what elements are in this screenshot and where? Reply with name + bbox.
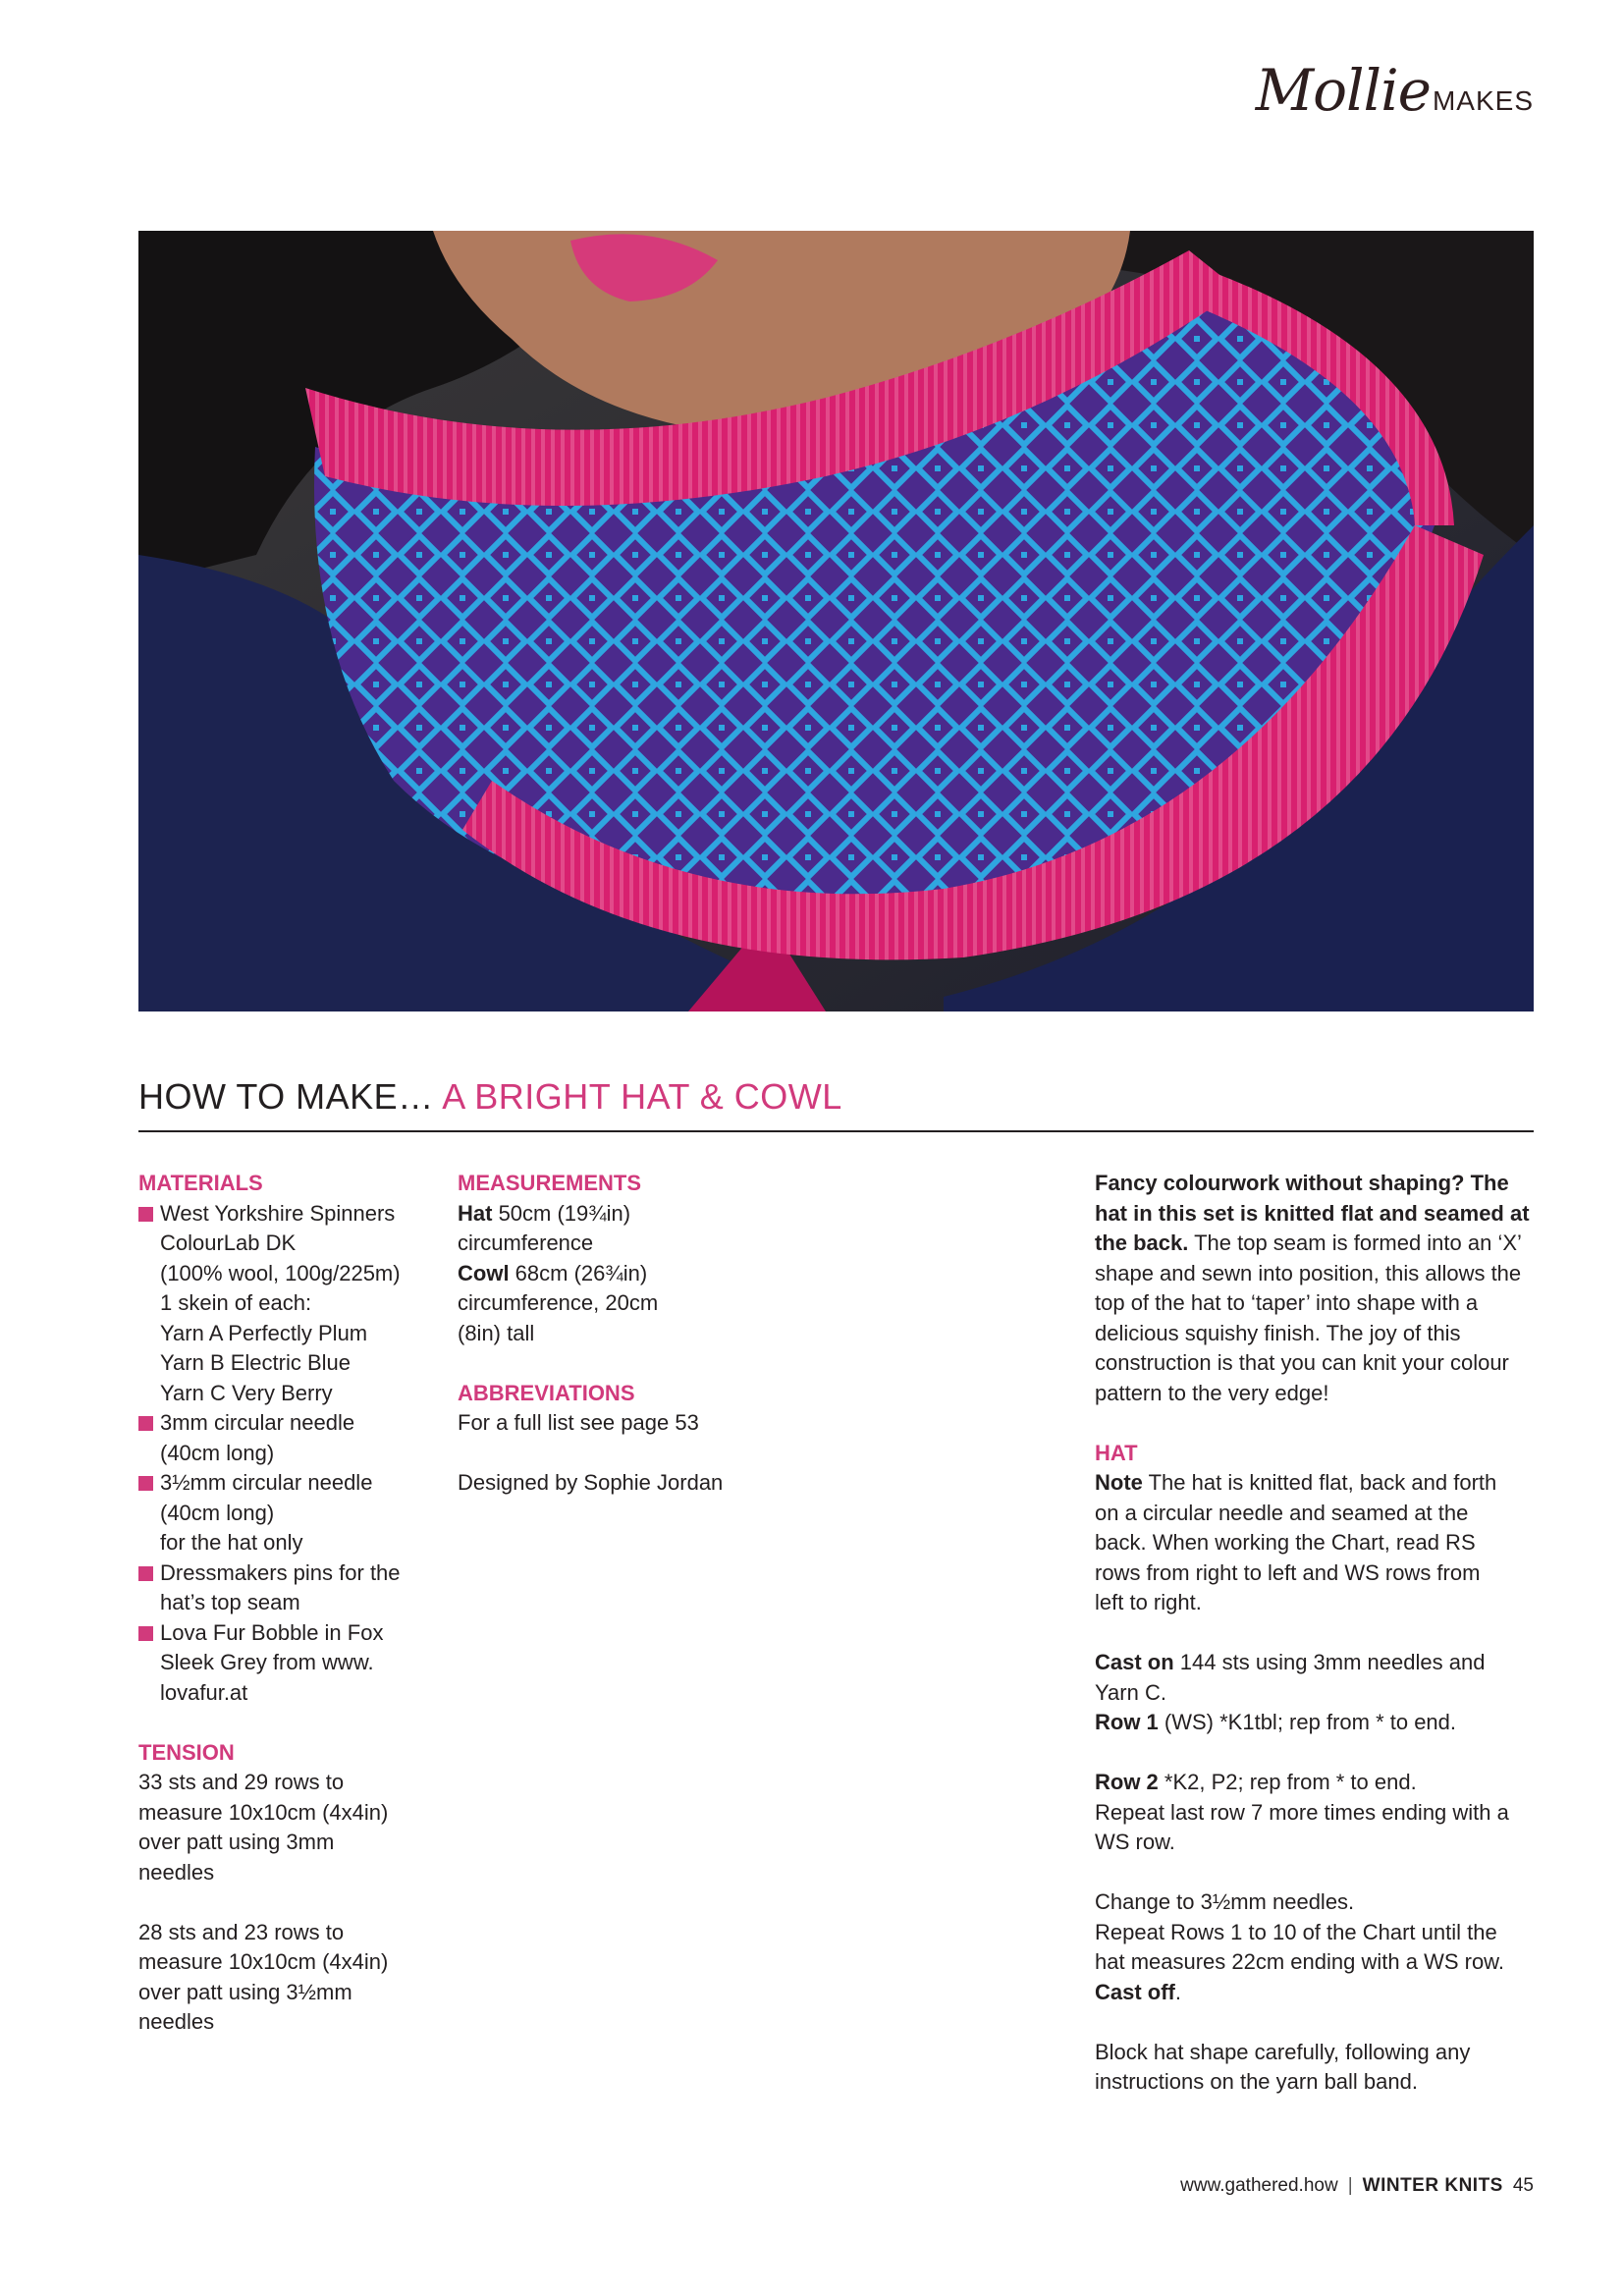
hat-measurement: Hat 50cm (19¾in) bbox=[458, 1200, 631, 1226]
footer-title: WINTER KNITS bbox=[1362, 2175, 1503, 2196]
material-item: Dressmakers pins for the hat’s top seam bbox=[138, 1558, 433, 1618]
brand-logo bbox=[1256, 57, 1534, 124]
bullet-square-icon bbox=[138, 1626, 153, 1641]
designer-credit: Designed by Sophie Jordan bbox=[458, 1470, 724, 1495]
hat-heading: HAT bbox=[1095, 1440, 1138, 1465]
materials-heading: MATERIALS bbox=[138, 1171, 263, 1195]
hero-photo bbox=[138, 231, 1534, 1011]
headline-prefix: HOW TO MAKE… bbox=[138, 1076, 434, 1117]
bullet-square-icon bbox=[138, 1416, 153, 1431]
measurements-heading: MEASUREMENTS bbox=[458, 1171, 642, 1195]
footer-separator: | bbox=[1347, 2175, 1353, 2196]
headline-title: A BRIGHT HAT & COWL bbox=[442, 1076, 842, 1117]
brand-word: MAKES bbox=[1432, 85, 1534, 116]
intro-paragraph: Fancy colourwork without shaping? The hat in this set is knitted flat and seamed at the back. The top seam is formed into an ‘X’ shape and sewn into position, this allows the top of the hat to ‘taper’ into shape with a delicious squishy finish. The joy of this construction is that you can knit your colour pattern to the very edge! bbox=[1095, 1171, 1530, 1405]
measurements-column: MEASUREMENTS Hat 50cm (19¾in) circumference Cowl 68cm (26¾in) circumference, 20cm (8in) tall ABBREVIATIONS For a full list see page 53 Designed by Sophie Jordan bbox=[458, 1169, 752, 1499]
tension-heading: TENSION bbox=[138, 1739, 235, 1765]
abbreviations-heading: ABBREVIATIONS bbox=[458, 1380, 635, 1405]
cowl-photo-illustration bbox=[138, 231, 1534, 1011]
cowl-measurement: Cowl 68cm (26¾in) bbox=[458, 1260, 648, 1285]
hat-note: Note The hat is knitted flat, back and forth on a circular needle and seamed at the back. When working the Chart, read RS rows from right to left and WS rows from left to right. bbox=[1095, 1470, 1497, 1614]
page-footer bbox=[1180, 2175, 1534, 2197]
bullet-square-icon bbox=[138, 1476, 153, 1491]
material-item: Lova Fur Bobble in Fox Sleek Grey from www. lovafur.at bbox=[138, 1618, 433, 1709]
footer-url[interactable]: www.gathered.how bbox=[1180, 2175, 1338, 2196]
bullet-square-icon bbox=[138, 1566, 153, 1581]
blocking-instruction: Block hat shape carefully, following any instructions on the yarn ball band. bbox=[1095, 2039, 1471, 2094]
bullet-square-icon bbox=[138, 1207, 153, 1222]
row2-instruction: Row 2 *K2, P2; rep from * to end. Repeat last row 7 more times ending with a WS row. bbox=[1095, 1770, 1509, 1854]
headline-divider bbox=[138, 1130, 1534, 1132]
abbreviations-text: For a full list see page 53 bbox=[458, 1410, 699, 1435]
material-item: 3mm circular needle (40cm long) bbox=[138, 1408, 433, 1468]
tension-para: 28 sts and 23 rows to measure 10x10cm (4x4in) over patt using 3½mm needles bbox=[138, 1919, 389, 2034]
brand-script: Mollie bbox=[1255, 57, 1431, 124]
material-item: West Yorkshire Spinners ColourLab DK (100% wool, 100g/225m) 1 skein of each: Yarn A Perfectly Plum Yarn B Electric Blue Yarn C Very Berry bbox=[138, 1199, 433, 1409]
chart-instruction: Change to 3½mm needles. Repeat Rows 1 to 10 of the Chart until the hat measures 22cm ending with a WS row. Cast off. bbox=[1095, 1889, 1504, 2004]
instructions-column bbox=[1095, 1169, 1537, 2098]
page-number: 45 bbox=[1512, 2175, 1534, 2196]
tension-para: 33 sts and 29 rows to measure 10x10cm (4x4in) over patt using 3mm needles bbox=[138, 1770, 389, 1885]
materials-column bbox=[138, 1169, 433, 2038]
page-headline bbox=[138, 1076, 842, 1118]
material-item: 3½mm circular needle (40cm long) for the hat only bbox=[138, 1468, 433, 1558]
cast-on-instruction: Cast on 144 sts using 3mm needles and Yarn C. Row 1 (WS) *K1tbl; rep from * to end. bbox=[1095, 1650, 1486, 1734]
